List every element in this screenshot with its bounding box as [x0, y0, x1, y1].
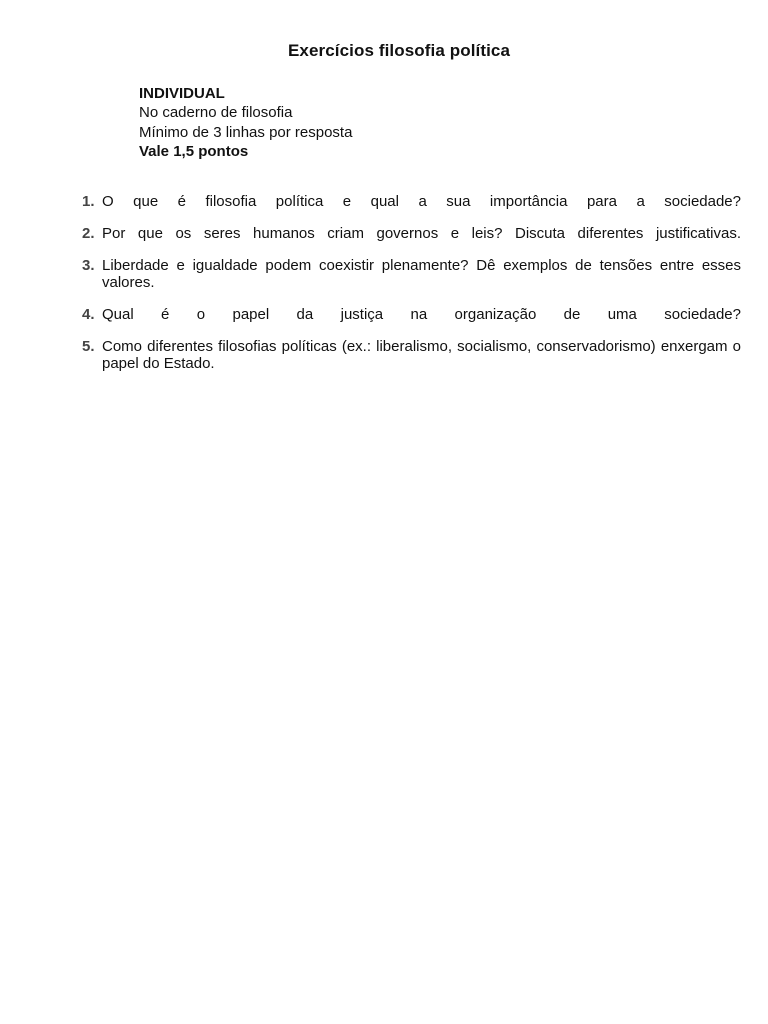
question-item [82, 338, 741, 372]
question-text: Por que os seres humanos criam governos e leis? Discuta diferentes justificativas. [102, 225, 741, 242]
question-number: 4. [82, 306, 95, 323]
info-min-lines: Mínimo de 3 linhas por resposta [139, 123, 353, 141]
question-text: O que é filosofia política e qual a sua importância para a sociedade? [102, 193, 741, 210]
info-individual: INDIVIDUAL [139, 85, 225, 102]
question-item [82, 257, 741, 291]
question-number: 5. [82, 338, 95, 355]
info-notebook: No caderno de filosofia [139, 104, 293, 122]
info-points: Vale 1,5 pontos [139, 142, 249, 160]
question-item [82, 193, 741, 210]
page-title: Exercícios filosofia política [287, 41, 511, 60]
question-text: Liberdade e igualdade podem coexistir plenamente? Dê exemplos de tensões entre esses valores. [102, 257, 741, 291]
question-item [82, 225, 741, 242]
question-number: 2. [82, 225, 95, 242]
question-item [82, 306, 741, 323]
assignment-info [139, 84, 352, 161]
question-text: Como diferentes filosofias políticas (ex.: liberalismo, socialismo, conservadorismo) enxergam o papel do Estado. [102, 338, 741, 372]
question-text: Qual é o papel da justiça na organização de uma sociedade? [102, 306, 741, 323]
question-list [82, 193, 741, 387]
question-number: 3. [82, 257, 95, 274]
question-number: 1. [82, 193, 95, 210]
